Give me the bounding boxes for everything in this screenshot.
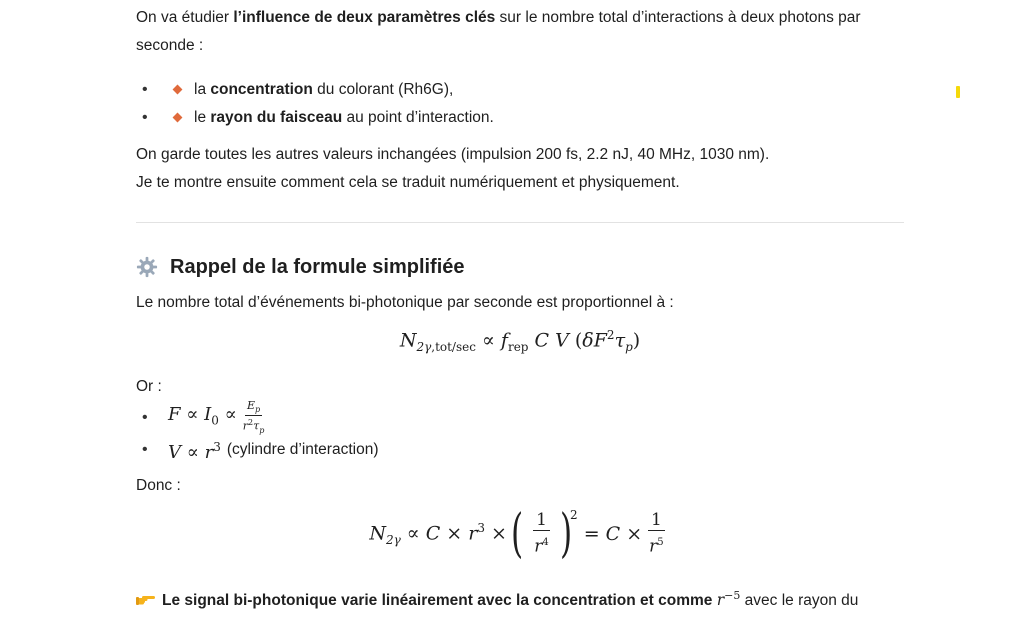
intro-paragraph [136, 4, 896, 60]
list-item: • le rayon du faisceau au point d’interaction. [136, 104, 494, 132]
section-heading [136, 252, 465, 282]
pointing-hand-icon [136, 591, 156, 607]
donc-label: Donc : [136, 477, 181, 494]
divider [136, 222, 904, 223]
relation-list [136, 398, 379, 466]
formula-proportional: $N_{2\gamma,tot/sec} \propto f_{rep}$ C V $(\delta F^2\tau_p)$ [399, 328, 641, 355]
signal-conclusion: Le signal bi-photonique varie linéairement avec la concentration et comme $r^{-5}$ avec le rayon du [136, 582, 906, 615]
formula-result: $N_{2\gamma} \propto C \times r^3$ × ( $\frac{1}{r^4}$ ) 2 = C × $\frac{1}{r^5}$ [369, 504, 664, 564]
formula-intro: Le nombre total d’événements bi-photonique par seconde est proportionnel à : [136, 294, 674, 311]
list-item: • $F \propto I_0$ ∝ $\frac{E_p}{r^2\tau_p}$ [136, 402, 379, 434]
list-item: • $V \propto r^3$ (cylindre d’interaction) [136, 434, 379, 466]
intro-bold: l’influence de deux paramètres clés [233, 9, 496, 26]
gear-icon [136, 256, 158, 278]
yellow-marker [956, 86, 960, 98]
or-label: Or : [136, 378, 162, 395]
parameter-list [136, 76, 494, 132]
volume-note: (cylindre d’interaction) [226, 441, 379, 458]
signal-post: avec le rayon du [740, 592, 859, 610]
list-item: • la concentration du colorant (Rh6G), [136, 76, 494, 104]
intro-text-1: On va étudier [136, 9, 234, 26]
fraction: $\frac{E_p}{r^2\tau_p}$ [242, 398, 265, 436]
orange-diamond-icon [173, 85, 183, 95]
orange-diamond-icon [173, 113, 183, 123]
keep-line-2: Je te montre ensuite comment cela se traduit numériquement et physiquement. [136, 174, 680, 191]
keep-line-1: On garde toutes les autres valeurs inchangées (impulsion 200 fs, 2.2 nJ, 40 MHz, 1030 nm). [136, 146, 770, 163]
keep-paragraph [136, 141, 769, 197]
signal-bold: Le signal bi-photonique varie linéairement avec la concentration et comme [162, 592, 713, 610]
intro-text-2: sur le nombre total d’interactions à deux photons par seconde : [136, 9, 861, 54]
section-title: Rappel de la formule simplifiée [170, 256, 465, 278]
